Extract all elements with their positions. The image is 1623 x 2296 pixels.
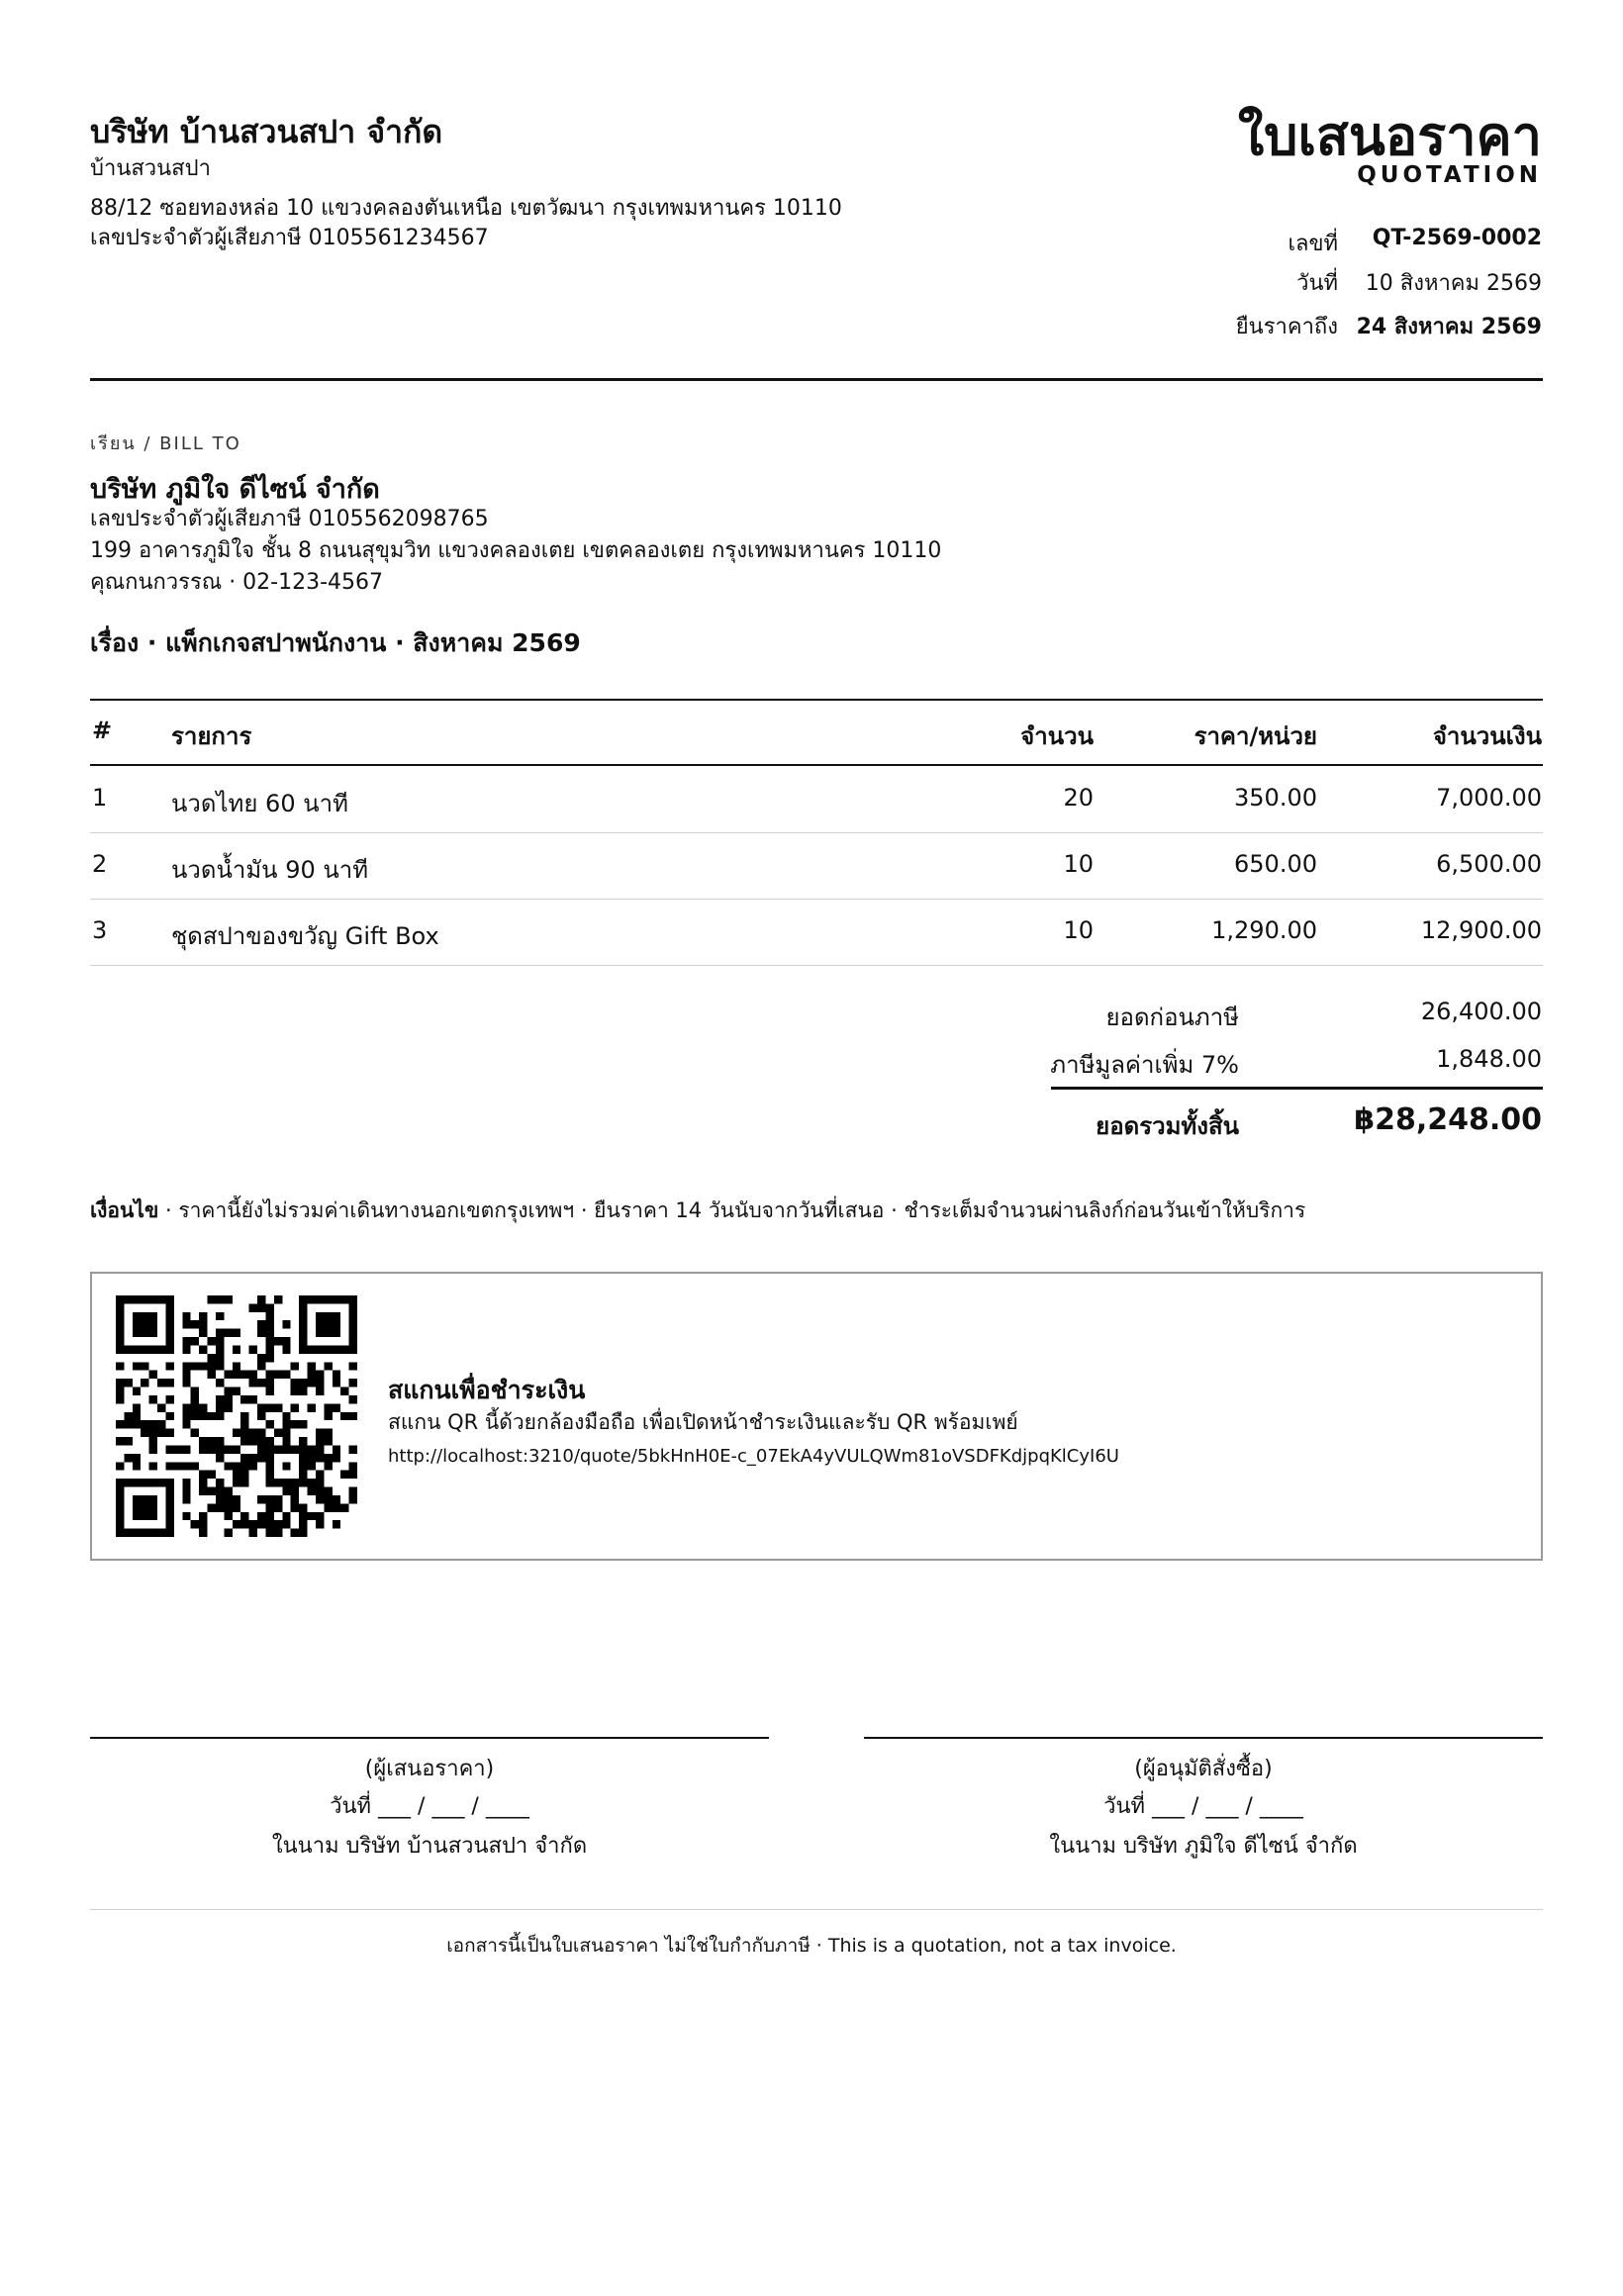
table-cell-quantity: 20: [1063, 784, 1094, 812]
payment-box: [90, 1272, 1543, 1561]
quote-date-label: วันที่: [1296, 271, 1338, 296]
bill-to-address: 199 อาคารภูมิใจ ชั้น 8 ถนนสุขุมวิท แขวงคลองเตย เขตคลองเตย กรุงเทพมหานคร 10110: [90, 538, 942, 563]
company-sub-name: บ้านสวนสปา: [90, 156, 211, 181]
quote-subject: เรื่อง · แพ็กเกจสปาพนักงาน · สิงหาคม 2569: [90, 628, 581, 657]
table-cell-description: นวดน้ำมัน 90 นาที: [171, 856, 369, 884]
table-header-quantity: จำนวน: [1020, 722, 1094, 750]
table-header-rule: [90, 764, 1543, 766]
quote-valid-row: [1126, 309, 1542, 340]
table-cell-num: 3: [92, 916, 108, 944]
table-cell-num: 1: [92, 784, 108, 812]
company-tax-id: เลขประจำตัวผู้เสียภาษี 0105561234567: [90, 226, 489, 250]
totals-rule: [1051, 1087, 1543, 1090]
signature-date-approver: วันที่ ___ / ___ / ____: [1103, 1794, 1303, 1819]
signature-line-proposer: [90, 1737, 769, 1739]
table-header-description: รายการ: [171, 722, 252, 750]
table-row-divider: [90, 899, 1543, 900]
signature-on-behalf-approver: ในนาม บริษัท ภูมิใจ ดีไซน์ จำกัด: [1049, 1834, 1358, 1859]
table-cell-description: นวดไทย 60 นาที: [171, 790, 348, 817]
company-name: บริษัท บ้านสวนสปา จำกัด: [90, 113, 443, 150]
subtotal-value: 26,400.00: [1420, 998, 1542, 1025]
quote-number-label: เลขที่: [1288, 232, 1338, 256]
table-header-amount: จำนวนเงิน: [1432, 722, 1542, 750]
table-top-rule: [90, 699, 1543, 701]
signature-role-proposer: (ผู้เสนอราคา): [364, 1757, 495, 1781]
table-cell-quantity: 10: [1063, 850, 1094, 878]
table-row-divider: [90, 832, 1543, 833]
payment-url-link[interactable]: http://localhost:3210/quote/5bkHnH0E-c_07EkA4yVULQWm81oVSDFKdjpqKlCyI6U: [388, 1446, 1119, 1467]
table-cell-unit-price: 350.00: [1234, 784, 1317, 812]
table-cell-unit-price: 650.00: [1234, 850, 1317, 878]
signature-role-approver: (ผู้อนุมัติสั่งซื้อ): [1134, 1757, 1273, 1781]
company-address: 88/12 ซอยทองหล่อ 10 แขวงคลองตันเหนือ เขตวัฒนา กรุงเทพมหานคร 10110: [90, 196, 842, 221]
table-cell-description: ชุดสปาของขวัญ Gift Box: [171, 922, 439, 950]
quote-valid-until: 24 สิงหาคม 2569: [1356, 315, 1542, 339]
subtotal-label: ยอดก่อนภาษี: [1105, 1004, 1239, 1031]
footer-divider: [90, 1909, 1543, 1910]
document-subtitle: QUOTATION: [1357, 162, 1542, 188]
payment-qr-code[interactable]: [116, 1295, 357, 1537]
quote-date: 10 สิงหาคม 2569: [1365, 271, 1542, 296]
table-header-unit-price: ราคา/หน่วย: [1193, 722, 1317, 750]
table-cell-amount: 6,500.00: [1436, 850, 1542, 878]
payment-description: สแกน QR นี้ด้วยกล้องมือถือ เพื่อเปิดหน้าชำระเงินและรับ QR พร้อมเพย์: [388, 1410, 1018, 1434]
terms-label: เงื่อนไข: [90, 1198, 159, 1222]
table-header-num: #: [92, 717, 113, 744]
quote-number-row: [1126, 226, 1542, 257]
terms-text: · ราคานี้ยังไม่รวมค่าเดินทางนอกเขตกรุงเทพฯ · ยืนราคา 14 วันนับจากวันที่เสนอ · ชำระเต็มจำนวนผ่านลิงก์ก่อนวันเข้าให้บริการ: [158, 1198, 1306, 1222]
table-cell-amount: 7,000.00: [1436, 784, 1542, 812]
table-cell-amount: 12,900.00: [1420, 916, 1542, 944]
footer-note: เอกสารนี้เป็นใบเสนอราคา ไม่ใช่ใบกำกับภาษี · This is a quotation, not a tax invoice.: [446, 1935, 1177, 1957]
bill-to-label: เรียน / BILL TO: [90, 433, 241, 454]
payment-title: สแกนเพื่อชำระเงิน: [388, 1376, 586, 1404]
bill-to-contact: คุณกนกวรรณ · 02-123-4567: [90, 570, 384, 595]
signature-date-proposer: วันที่ ___ / ___ / ____: [330, 1794, 529, 1819]
document-title: ใบเสนอราคา: [1237, 105, 1542, 167]
vat-value: 1,848.00: [1436, 1045, 1542, 1073]
bill-to-name: บริษัท ภูมิใจ ดีไซน์ จำกัด: [90, 474, 380, 505]
grand-total-value: ฿28,248.00: [1354, 1102, 1542, 1137]
vat-label: ภาษีมูลค่าเพิ่ม 7%: [1050, 1051, 1239, 1079]
table-cell-num: 2: [92, 850, 108, 878]
terms: [90, 1195, 1305, 1227]
bill-to-tax-id: เลขประจำตัวผู้เสียภาษี 0105562098765: [90, 507, 489, 531]
grand-total-label: ยอดรวมทั้งสิ้น: [1096, 1112, 1239, 1140]
signature-line-approver: [864, 1737, 1543, 1739]
quote-date-row: [1126, 265, 1542, 297]
signature-on-behalf-proposer: ในนาม บริษัท บ้านสวนสปา จำกัด: [271, 1834, 588, 1859]
quote-valid-label: ยืนราคาถึง: [1235, 315, 1338, 339]
table-row-divider: [90, 965, 1543, 966]
table-cell-unit-price: 1,290.00: [1211, 916, 1317, 944]
header-divider: [90, 378, 1543, 381]
quote-number: QT-2569-0002: [1372, 226, 1542, 250]
table-cell-quantity: 10: [1063, 916, 1094, 944]
